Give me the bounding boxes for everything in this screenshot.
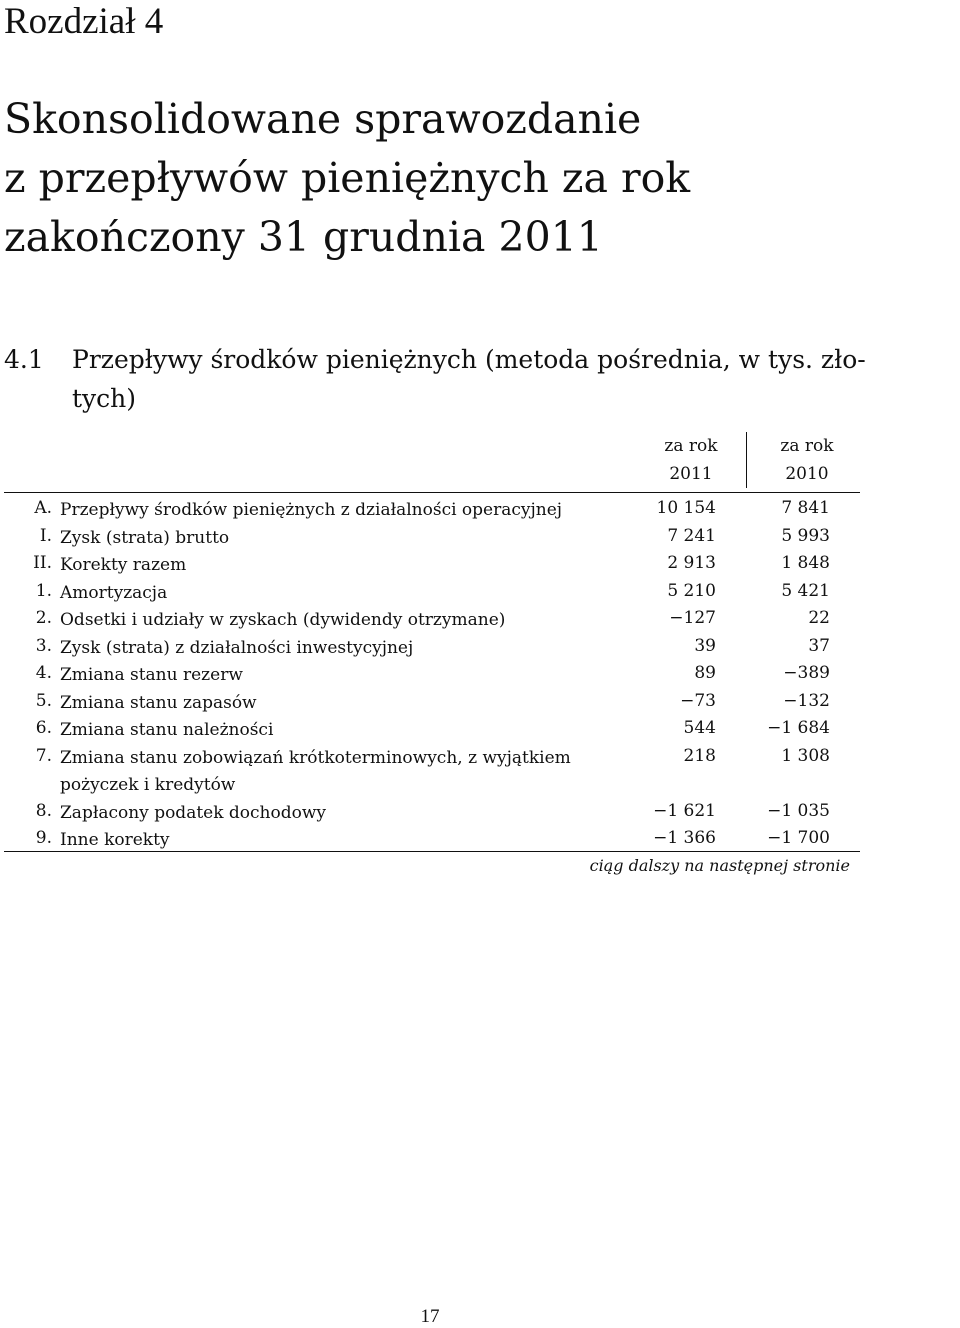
continuation-note: ciąg dalszy na następnej stronie <box>589 856 850 875</box>
value-2010: 1 308 <box>781 745 830 766</box>
value-2010: 7 841 <box>781 498 830 518</box>
section-title-line: Przepływy środków pieniężnych (metoda pośrednia, w tys. zło- <box>72 345 866 374</box>
row-number: 7. <box>35 745 52 766</box>
column-header-label: za rok <box>780 436 834 456</box>
row-number: 1. <box>35 580 52 601</box>
table-row <box>4 713 860 741</box>
row-label: Zmiana stanu zapasów <box>60 692 257 713</box>
table-header <box>4 432 860 492</box>
table-row <box>4 493 860 521</box>
row-number: A. <box>34 498 52 518</box>
row-label: Zysk (strata) brutto <box>60 527 230 548</box>
value-2011: −73 <box>680 690 716 711</box>
value-2011: 10 154 <box>656 498 716 518</box>
row-label: Zapłacony podatek dochodowy <box>60 802 327 823</box>
value-2010: 1 848 <box>781 553 830 573</box>
row-label: Zmiana stanu zobowiązań krótkoterminowych, z wyjątkiem pożyczek i kredytów <box>60 747 571 795</box>
column-header-year: 2011 <box>669 464 713 484</box>
row-label: Odsetki i udziały w zyskach (dywidendy otrzymane) <box>60 610 506 630</box>
cash-flow-table <box>4 432 860 852</box>
row-number: 2. <box>35 608 52 628</box>
table-row <box>4 603 860 631</box>
row-number: II. <box>33 553 52 573</box>
title-line: zakończony 31 grudnia 2011 <box>4 213 603 261</box>
title-line: Skonsolidowane sprawozdanie <box>4 95 642 143</box>
value-2010: −1 700 <box>767 828 830 848</box>
value-2010: 5 421 <box>781 580 830 601</box>
row-label: Inne korekty <box>60 830 170 850</box>
row-number: I. <box>39 525 52 546</box>
row-label: Zysk (strata) z działalności inwestycyjnej <box>60 637 414 658</box>
value-2010: 22 <box>808 608 830 628</box>
table-row <box>4 796 860 824</box>
row-number: 5. <box>35 690 52 711</box>
row-number: 8. <box>35 800 52 821</box>
row-label: Korekty razem <box>60 555 187 575</box>
row-label: Zmiana stanu należności <box>60 720 274 740</box>
value-2011: 7 241 <box>667 525 716 546</box>
table-row <box>4 631 860 659</box>
value-2011: −1 621 <box>653 800 716 821</box>
table-row <box>4 548 860 576</box>
title-line: z przepływów pieniężnych za rok <box>4 154 691 202</box>
row-number: 3. <box>35 635 52 656</box>
value-2011: 544 <box>683 718 716 738</box>
column-divider <box>746 432 747 488</box>
table-row <box>4 658 860 686</box>
value-2010: 5 993 <box>781 525 830 546</box>
value-2010: −132 <box>783 690 830 711</box>
chapter-heading: Rozdział 4 <box>4 1 164 42</box>
value-2011: −127 <box>669 608 716 628</box>
value-2010: −1 035 <box>767 800 830 821</box>
value-2010: −1 684 <box>767 718 830 738</box>
page-number: 17 <box>420 1306 440 1327</box>
value-2011: 5 210 <box>667 580 716 601</box>
table-row <box>4 823 860 851</box>
value-2011: 39 <box>694 635 716 656</box>
column-header-year: 2010 <box>785 464 829 484</box>
table-row <box>4 521 860 549</box>
value-2011: 218 <box>683 745 716 766</box>
column-header-2011 <box>636 432 746 488</box>
value-2011: −1 366 <box>653 828 716 848</box>
column-header-2010 <box>752 432 862 488</box>
section-title-line: tych) <box>72 384 137 413</box>
section-heading <box>4 340 904 418</box>
value-2011: 2 913 <box>667 553 716 573</box>
row-number: 9. <box>35 828 52 848</box>
row-label: Amortyzacja <box>60 582 168 603</box>
row-number: 6. <box>35 718 52 738</box>
row-label: Zmiana stanu rezerw <box>60 665 243 685</box>
row-label: Przepływy środków pieniężnych z działalności operacyjnej <box>60 500 563 520</box>
document-title <box>4 90 904 267</box>
table-row <box>4 741 860 796</box>
value-2010: 37 <box>808 635 830 656</box>
section-number: 4.1 <box>4 345 44 374</box>
value-2011: 89 <box>694 663 716 683</box>
table-row <box>4 686 860 714</box>
table-row <box>4 576 860 604</box>
value-2010: −389 <box>783 663 830 683</box>
column-header-label: za rok <box>664 436 718 456</box>
row-number: 4. <box>35 663 52 683</box>
